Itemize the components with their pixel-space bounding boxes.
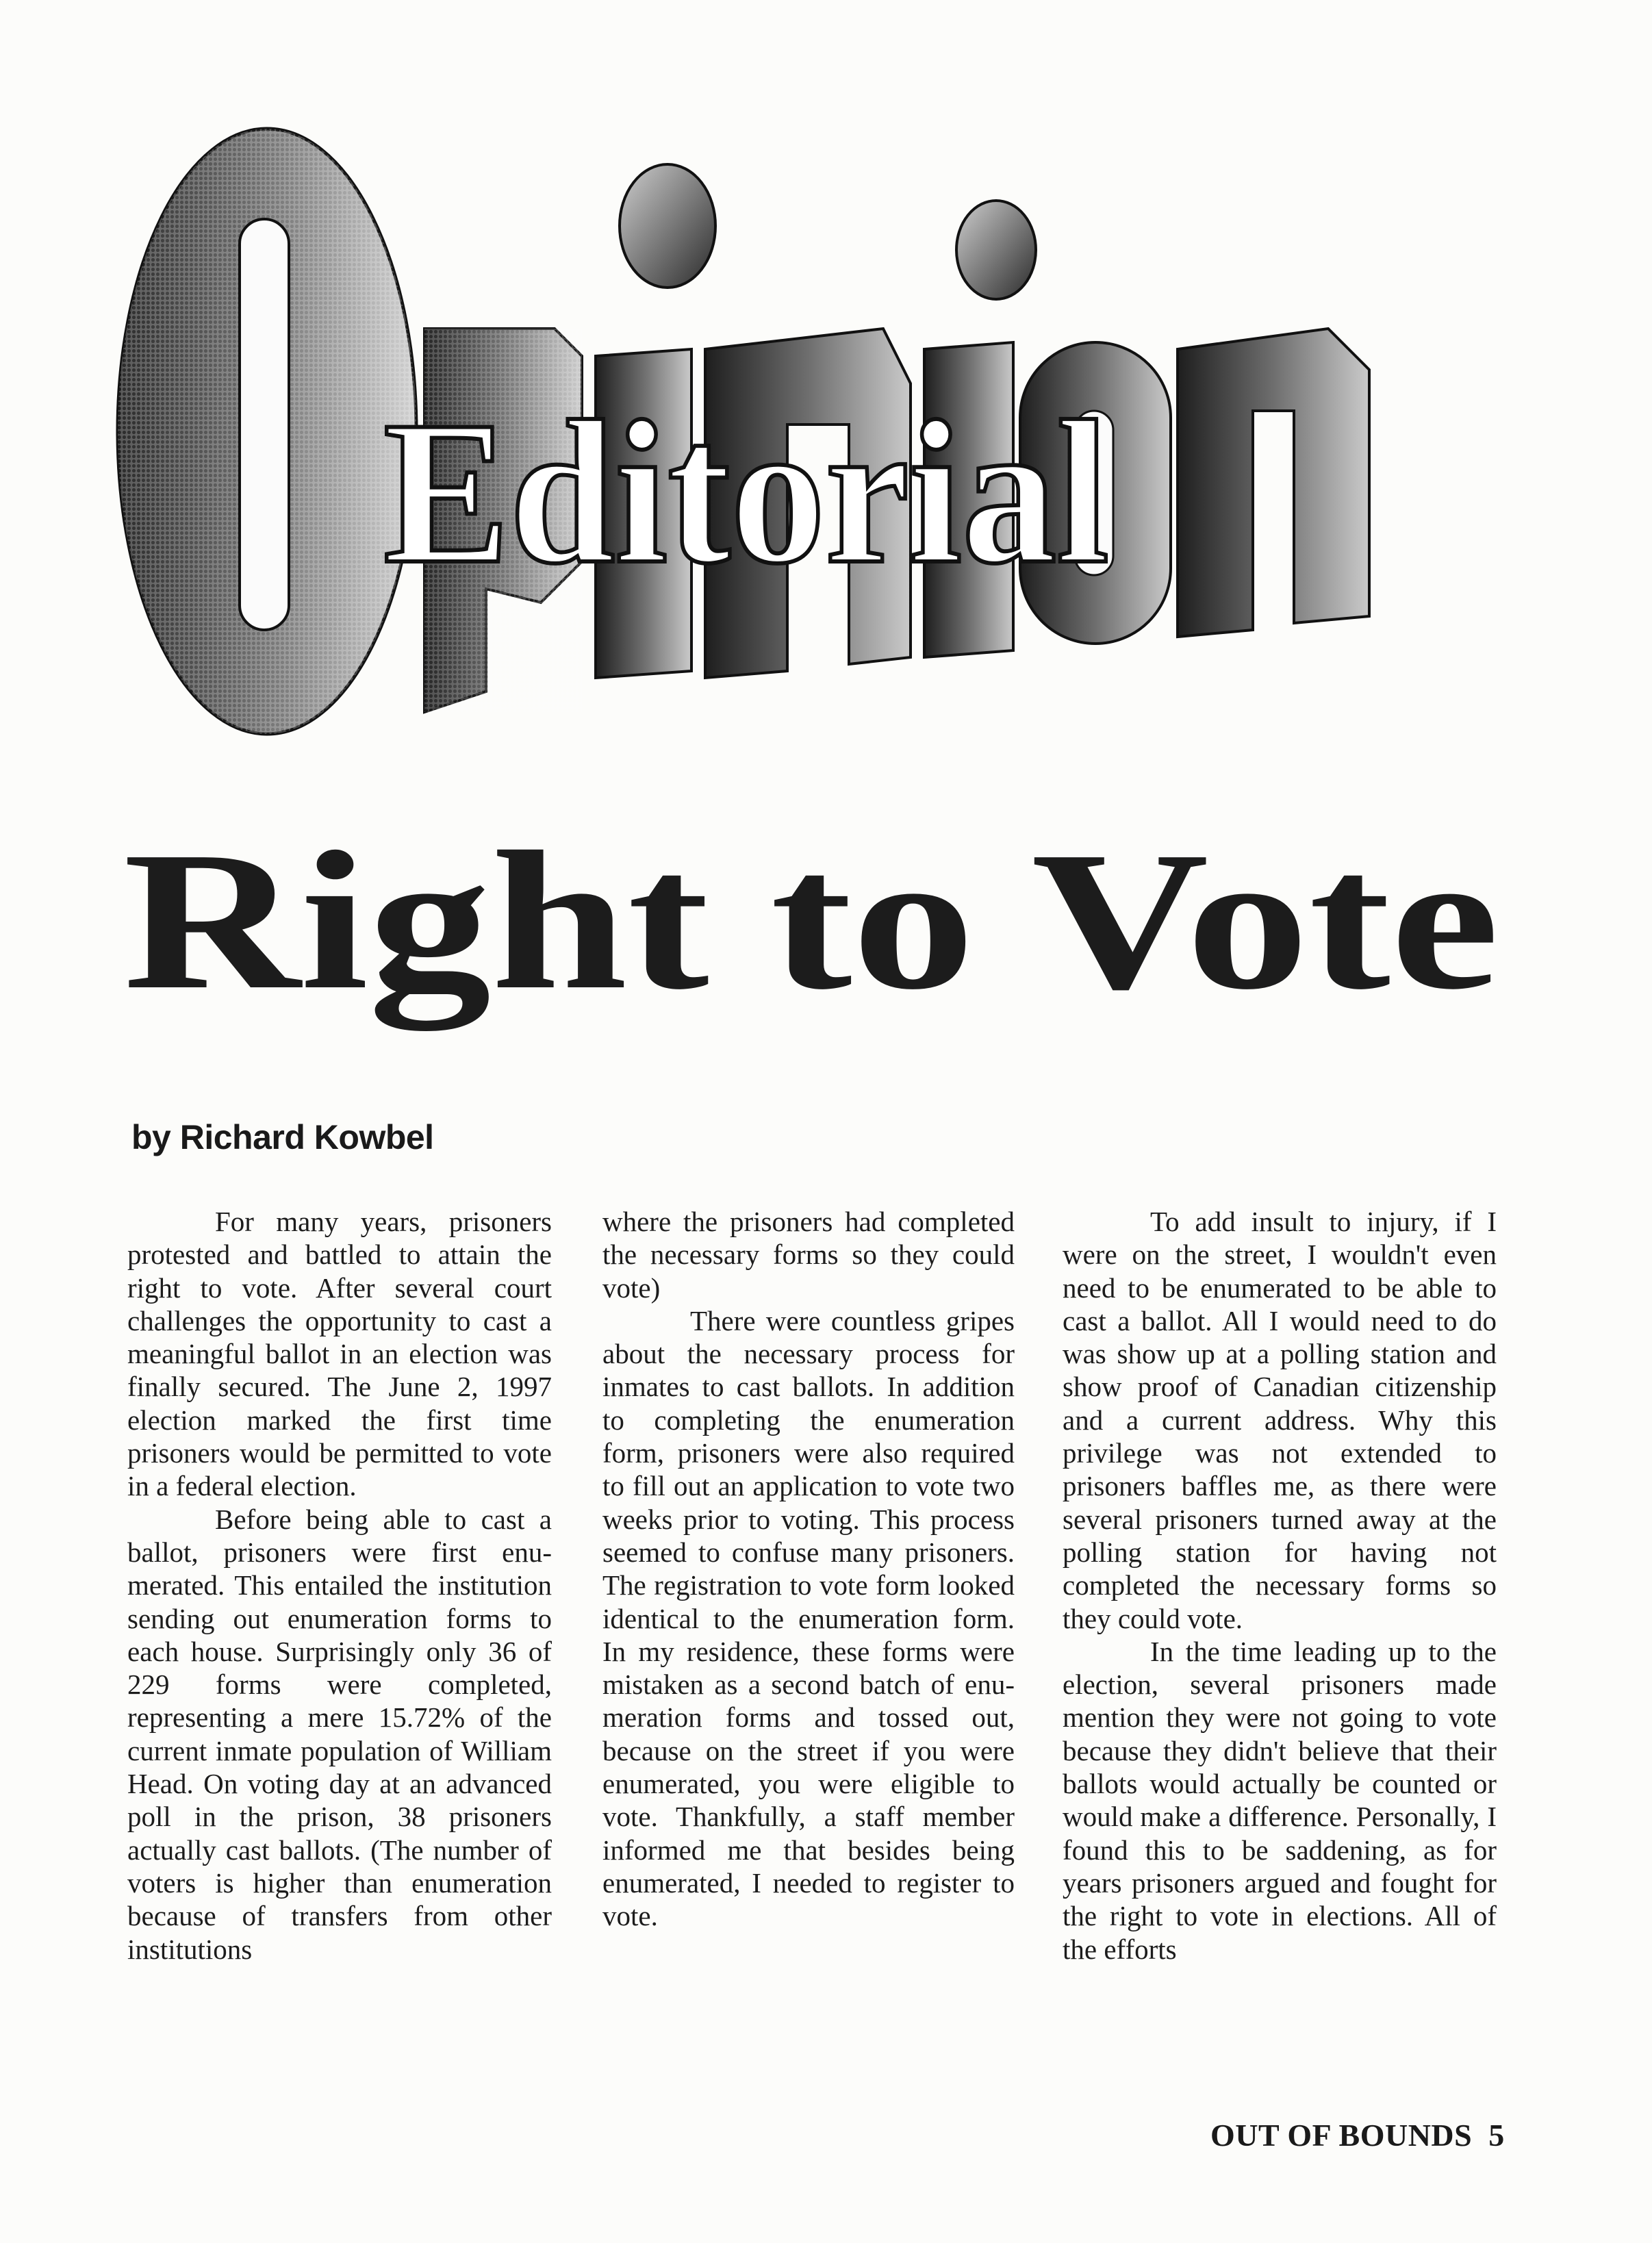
byline: by Richard Kowbel (131, 1118, 434, 1156)
page-number: 5 (1488, 2118, 1505, 2153)
letter-O (118, 129, 416, 734)
article-column-1 (127, 1205, 552, 1966)
masthead-opinion-editorial-graphic (103, 123, 1643, 767)
headline-graphic (103, 808, 1643, 1034)
article-column-2 (602, 1205, 1015, 1933)
paragraph: To add insult to injury, if I were on the street, I wouldn't even need to be enumerated to be able to cast a ballot. All I would need to do was show up at a polling station and show proof of Canadian citizenship and a current address. Why this privilege was not extended to prisoners baffles me, as there were several prisoners turned away at the polling station for having not completed the necessary forms so they could vote. (1063, 1206, 1497, 1634)
publication-name: OUT OF BOUNDS (1210, 2118, 1473, 2153)
page-footer (1210, 2117, 1505, 2153)
overlay-word-editorial: Editorial (383, 379, 1109, 606)
main-word-opinion: Opinion (103, 123, 105, 124)
paragraph: In the time leading up to the election, several prisoners made mention they were not going to vote because they didn't believe that their ballots would actually be counted or would make a difference. Personally, I found this to be saddening, as for years prisoners argued and fought for the right to vote in elections. All of the efforts (1063, 1635, 1497, 1965)
paragraph: where the prisoners had completed the necessary forms so they could vote) (602, 1206, 1015, 1304)
paragraph: Before being able to cast a ballot, prisoners were first enumerated. This entailed the institution sending out enumeration forms to each house. Surprisingly only 36 of 229 forms were completed, representing a mere 15.72% of the current inmate population of William Head. On voting day at an advanced poll in the prison, 38 prisoners actually cast ballots. (The number of voters is higher than enumeration because of transfers from other institutions (127, 1503, 552, 1965)
paragraph: There were countless gripes about the necessary process for inmates to cast ballots. In addition to completing the enumeration form, prisoners were also required to fill out an application to vote two weeks prior to voting. This process seemed to confuse many prisoners. The registration to vote form looked identical to the enumeration form. In my residence, these forms were mistaken as a second batch of enumeration forms and tossed out, because on the street if you were enumerated, you were eligible to vote. Thankfully, a staff member informed me that besides being enumerated, I needed to register to vote. (602, 1304, 1015, 1932)
letter-n-2 (1178, 329, 1369, 637)
headline-title: Right to Vote (123, 811, 1238, 1030)
paragraph: For many years, prisoners protested and battled to attain the right to vote. After several court challenges the opportunity to cast a meaningful ballot in an election was finally secured. The June 2, 1997 election marked the first time prisoners would be permitted to vote in a federal election. (127, 1206, 552, 1502)
article-column-3 (1063, 1205, 1497, 1966)
